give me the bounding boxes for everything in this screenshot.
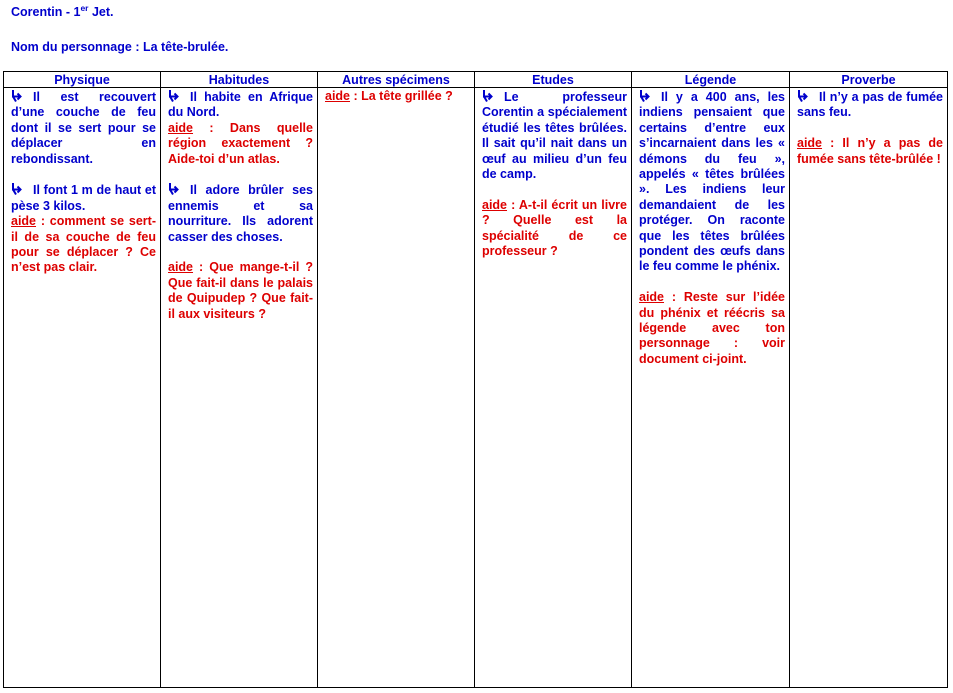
col-header-autres-specimens: Autres spécimens <box>318 72 475 88</box>
physique-paragraph: Il est recouvert d’une couche de feu dont il se sert pour se déplacer en rebondissant. <box>11 90 156 166</box>
proverbe-paragraph: Il n’y a pas de fumée sans feu. <box>797 90 943 120</box>
arrow-bullet-icon <box>168 89 183 103</box>
cell-physique <box>4 88 161 688</box>
col-header-habitudes: Habitudes <box>161 72 318 88</box>
arrow-bullet-icon <box>797 89 812 103</box>
arrow-bullet-icon <box>11 182 26 196</box>
habitudes-paragraph: Il habite en Afrique du Nord. <box>168 90 313 120</box>
aide-note: aide : Il n’y a pas de fumée sans tête-brûlée ! <box>797 136 943 166</box>
draft-label: Jet. <box>88 5 114 19</box>
aide-label: aide <box>168 120 194 135</box>
aide-note: aide : Dans quelle région exactement ? Aide-toi d’un atlas. <box>168 120 313 166</box>
aide-label: aide <box>639 290 665 305</box>
character-sheet-table <box>3 71 948 688</box>
ordinal-superscript: er <box>80 3 89 13</box>
author-name: Corentin - 1 <box>11 5 81 19</box>
cell-autres-specimens <box>318 88 475 688</box>
aide-label: aide <box>797 136 823 151</box>
arrow-bullet-icon <box>11 89 26 103</box>
etudes-paragraph: Le professeur Corentin a spécialement étudié les têtes brûlées. Il sait qu’il nait dans un œuf au milieu d’un feu de camp. <box>482 90 627 182</box>
aide-note: aide : A-t-il écrit un livre ? Quelle est la spécialité de ce professeur ? <box>482 197 627 259</box>
col-header-proverbe: Proverbe <box>790 72 948 88</box>
header-row <box>4 72 948 88</box>
aide-label: aide <box>11 214 37 229</box>
cell-legende <box>632 88 790 688</box>
aide-note: aide : Que mange-t-il ? Que fait-il dans le palais de Quipudep ? Que fait-il aux visiteurs ? <box>168 260 313 321</box>
aide-label: aide <box>482 197 508 212</box>
col-header-legende: Légende <box>632 72 790 88</box>
aide-label: aide <box>325 89 351 103</box>
cell-etudes <box>475 88 632 688</box>
aide-note: aide : La tête grillée ? <box>325 89 453 103</box>
aide-label: aide <box>168 260 194 275</box>
aide-note: aide : Reste sur l’idée du phénix et réécris sa légende avec ton personnage : voir document ci-joint. <box>639 290 785 366</box>
arrow-bullet-icon <box>482 89 497 103</box>
arrow-bullet-icon <box>168 182 183 196</box>
legende-paragraph: Il y a 400 ans, les indiens pensaient que certains d’entre eux s’incarnaient dans les « démons du feu », appelés « têtes brûlées ». Les indiens leur demandaient de les protéger. On raconte que les têtes brûlées pondent des œufs dans le feu comme le phénix. <box>639 90 785 274</box>
habitudes-paragraph: Il adore brûler ses ennemis et sa nourriture. Ils adorent casser des choses. <box>168 183 313 244</box>
physique-paragraph: Il font 1 m de haut et pèse 3 kilos. <box>11 183 156 213</box>
content-row <box>4 88 948 688</box>
col-header-physique: Physique <box>4 72 161 88</box>
cell-habitudes <box>161 88 318 688</box>
aide-note: aide : comment se sert-il de sa couche de feu pour se déplacer ? Ce n’est pas clair. <box>11 214 156 275</box>
character-name-line: Nom du personnage : La tête-brulée. <box>11 40 229 54</box>
cell-proverbe <box>790 88 948 688</box>
document-title <box>11 5 114 19</box>
arrow-bullet-icon <box>639 89 654 103</box>
col-header-etudes: Etudes <box>475 72 632 88</box>
